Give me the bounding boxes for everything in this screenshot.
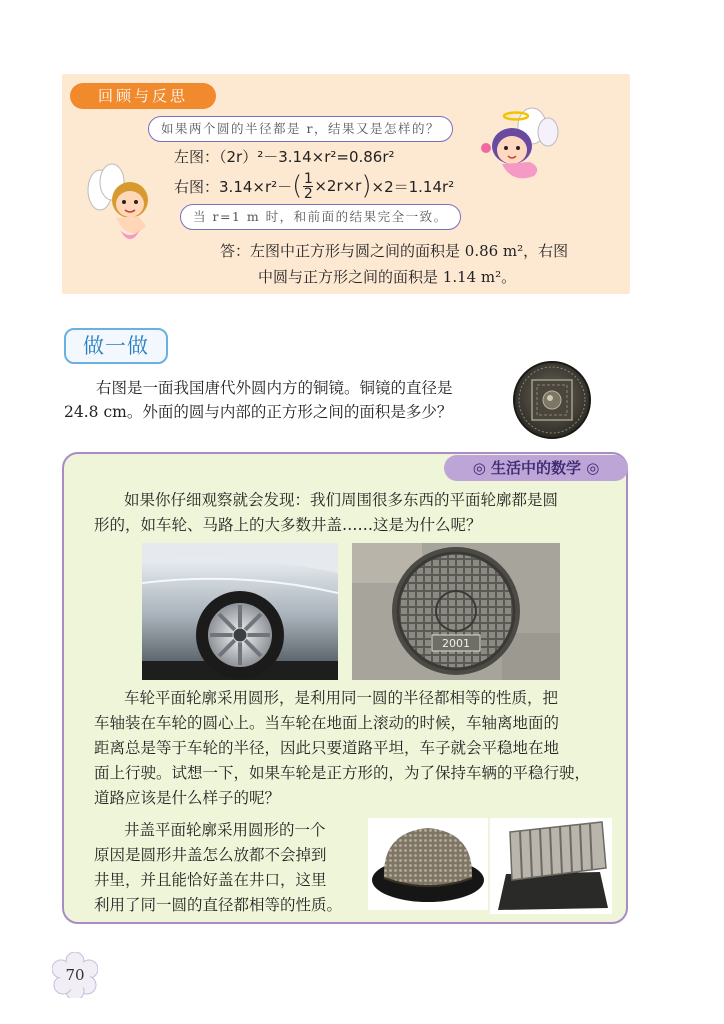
page-number — [52, 952, 98, 998]
answer-bubble: 当 r=1 m 时，和前面的结果完全一致。 — [180, 204, 461, 230]
life-paragraph-2 — [94, 686, 614, 811]
left-label: 左图： — [174, 148, 220, 166]
life-p1-line-1: 如果你仔细观察就会发现：我们周围很多东西的平面轮廓都是圆 — [124, 491, 559, 509]
answer-text — [220, 238, 620, 290]
do-it-tag: 做一做 — [64, 328, 168, 364]
life-p2-line-3: 距离总是等于车轮的半径，因此只要道路平坦，车子就会平稳地在地 — [94, 739, 560, 757]
answer-line-1: 答：左图中正方形与圆之间的面积是 0.86 m²，右图 — [220, 242, 569, 260]
round-cover-photo — [368, 818, 488, 910]
life-p2-line-2: 车轴装在车轮的圆心上。当车轮在地面上滚动的时候，车轴离地面的 — [94, 714, 560, 732]
car-wheel-photo — [142, 543, 338, 680]
life-paragraph-3 — [94, 818, 360, 918]
bronze-mirror-image — [512, 360, 592, 440]
fraction-denominator: 2 — [303, 185, 313, 202]
angel-cartoon-icon — [472, 104, 562, 194]
fraction-numerator: 1 — [303, 170, 313, 187]
question-bubble: 如果两个圆的半径都是 r，结果又是怎样的？ — [148, 116, 453, 142]
cupid-cartoon-icon — [86, 160, 166, 250]
life-p3-line-3: 井里，并且能恰好盖在井口，这里 — [94, 871, 327, 889]
do-it-text — [64, 376, 504, 424]
page-number-text: 70 — [65, 966, 85, 984]
right-formula-b: ×2r×r — [314, 177, 362, 195]
life-p2-line-5: 道路应该是什么样子的呢？ — [94, 789, 281, 807]
left-formula — [174, 146, 395, 167]
life-math-tag: ◎ 生活中的数学 ◎ — [444, 455, 628, 481]
paren-open: ( — [292, 171, 303, 201]
review-tag: 回顾与反思 — [70, 83, 216, 109]
fraction — [303, 172, 313, 201]
square-grate-photo — [490, 818, 612, 914]
right-label: 右图： — [174, 177, 220, 196]
right-formula — [174, 168, 454, 204]
life-paragraph-1 — [94, 488, 614, 538]
paren-close: ) — [361, 171, 372, 201]
manhole-cover-photo — [352, 543, 560, 680]
right-formula-c: ×2＝1.14r² — [371, 177, 455, 196]
life-p2-line-4: 面上行驶。试想一下，如果车轮是正方形的，为了保持车辆的平稳行驶， — [94, 764, 591, 782]
life-p2-line-1: 车轮平面轮廓采用圆形，是利用同一圆的半径都相等的性质，把 — [124, 689, 559, 707]
right-formula-a: 3.14×r²－ — [219, 177, 293, 196]
manhole-year: 2001 — [442, 637, 470, 650]
do-it-line-1: 右图是一面我国唐代外圆内方的铜镜。铜镜的直径是 — [96, 379, 453, 397]
life-p1-line-2: 形的，如车轮、马路上的大多数井盖……这是为什么呢？ — [94, 516, 482, 534]
answer-line-2: 中圆与正方形之间的面积是 1.14 m²。 — [258, 268, 517, 286]
life-p3-line-1: 井盖平面轮廓采用圆形的一个 — [124, 821, 326, 839]
do-it-line-2: 24.8 cm。外面的圆与内部的正方形之间的面积是多少？ — [64, 403, 453, 421]
left-formula-text: （2r）²－3.14×r²=0.86r² — [219, 148, 395, 166]
life-p3-line-2: 原因是圆形井盖怎么放都不会掉到 — [94, 846, 327, 864]
life-p3-line-4: 利用了同一圆的直径都相等的性质。 — [94, 896, 343, 914]
